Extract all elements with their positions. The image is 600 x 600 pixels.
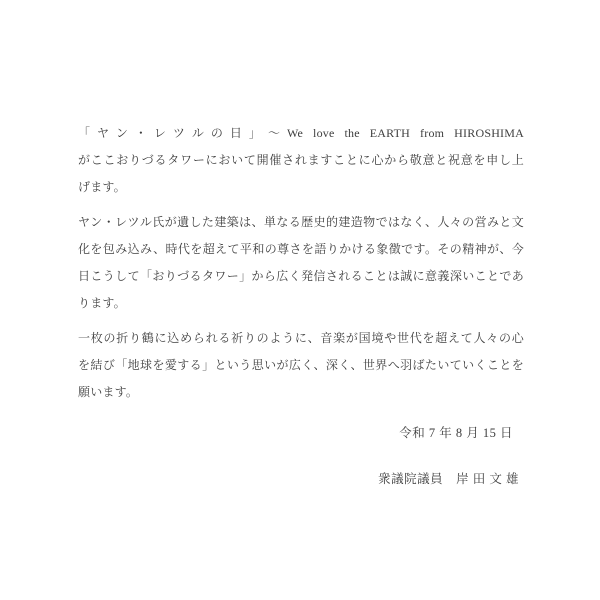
text-line: 日こうして「おりづるタワー」から広く発信されることは誠に意義深いことであ (78, 269, 524, 283)
letter-date: 令和 7 年 8 月 15 日 (399, 426, 513, 440)
text-line: 「ヤン・レツルの日」～We love the EARTH from HIROSHIMA (78, 126, 524, 140)
letter-body (78, 120, 524, 493)
text-line: げます。 (78, 180, 126, 194)
text-line: ります。 (78, 296, 126, 310)
text-line: 化を包み込み、時代を超えて平和の尊さを語りかける象徴です。その精神が、今 (78, 242, 524, 256)
text-line: 願います。 (78, 385, 139, 399)
paragraph-wish (78, 325, 524, 406)
text-line: を結び「地球を愛する」という思いが広く、深く、世界へ羽ばたいていくことを (78, 358, 524, 372)
text-line: 一枚の折り鶴に込められる祈りのように、音楽が国境や世代を超えて人々の心 (78, 331, 524, 345)
letter-signature: 衆議院議員 岸 田 文 雄 (378, 472, 519, 486)
text-line: ヤン・レツル氏が遺した建築は、単なる歴史的建造物ではなく、人々の営みと文 (78, 215, 524, 229)
paragraph-legacy (78, 209, 524, 317)
paragraph-greeting (78, 120, 524, 201)
text-line: がここおりづるタワーにおいて開催されますことに心から敬意と祝意を申し上 (78, 153, 524, 167)
